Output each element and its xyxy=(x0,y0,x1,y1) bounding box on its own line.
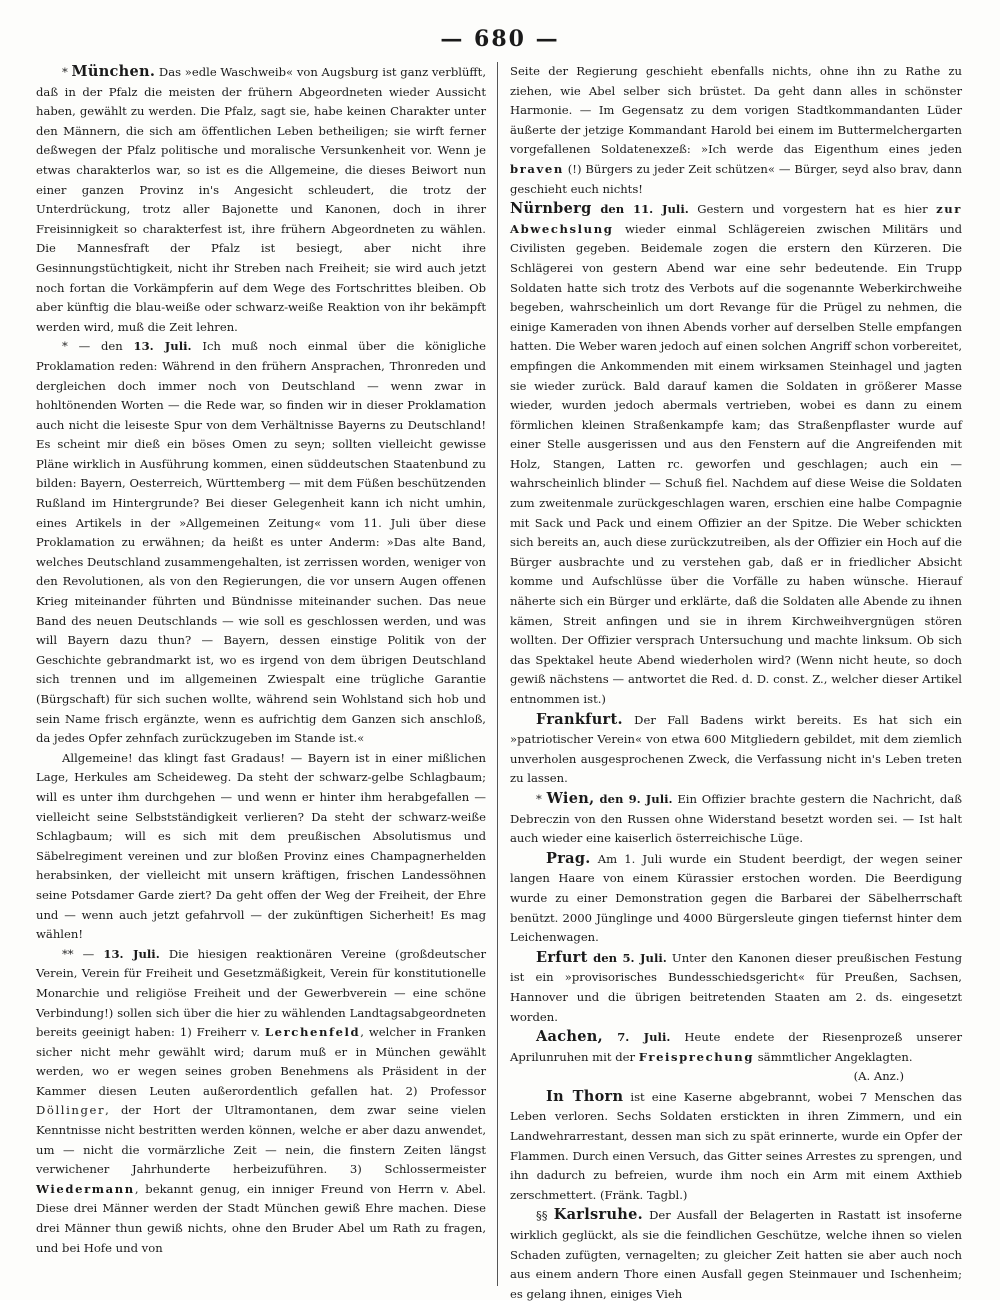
person-name-wiedermann: Wiedermann xyxy=(36,1181,135,1196)
article-text: Ein Offizier brachte gestern die Nachricht, daß Debreczin von den Russen ohne Widerstand besetzt worden sei. — Ist halt auch wieder eine kaiserlich österreichische Lüge. xyxy=(510,791,963,846)
article-marker: * xyxy=(62,65,72,79)
article-text: Unter den Kanonen dieser preußischen Festung ist ein »provisorisches Bundesschiedsgericht« für Preußen, Sachsen, Hannover und die übrigen beitretenden Staaten am 2. ds. eingesetzt worden. xyxy=(510,950,962,1024)
article-text-3: , der Hort der Ultramontanen, dem zwar seine vielen Kenntnisse nicht bestritten werden können, welche er aber dazu anwendet, um — nicht die vormärzliche Zeit — nein, die finstern Zeiten längst verwichener Jahrhunderte herbeizuführen. 3) Schlossermeister xyxy=(36,1103,486,1177)
article-muenchen-13-juli xyxy=(36,337,486,748)
article-text: ist eine Kaserne abgebrannt, wobei 7 Menschen das Leben verloren. Sechs Soldaten erstickten in ihren Zimmern, und ein Landwehrarrestant, dessen man sich zu spät erinnerte, wurde ein Opfer der Flammen. Durch einen Versuch, das Gitter seines Arrestes zu sprengen, und ihn dadurch zu befreien, wurde ihm noch ein Arm mit einem Axthieb zerschmettert. xyxy=(510,1089,962,1202)
article-text: Das »edle Waschweib« von Augsburg ist ganz verblüfft, daß in der Pfalz die meisten der frühern Abgeordneten wieder Aussicht haben, gewählt zu werden. Die Pfalz, sagt sie, habe keinen Charakter unter den Männern, die sich am öffentlichen Leben betheiligen; sie wirft ferner deßwegen der Pfalz politische und moralische Versunkenheit vor. Wenn je etwas charakterlos war, so ist es die Allgemeine, die dieses Beiwort nun einer ganzen Provinz in's Angesicht schleudert, die trotz der Unterdrückung, trotz aller Bajonette und Kanonen, doch in ihrer Freisinnigkeit so charakterfest ist, ihre frühern Abgeordneten zu wählen. Die Mannesfraft der Pfalz ist besiegt, aber nicht ihre Gesinnungstüchtigkeit, nicht ihr Streben nach Freiheit; sie wird auch jetzt noch fortan die Vorkämpferin auf dem Wege des Fortschrittes bleiben. Ob aber künftig die blau-weiße oder schwarz-weiße Reaktion von ihr bekämpft werden wird, muß die Zeit lehren. xyxy=(36,65,487,334)
article-text-2: sämmtlicher Angeklagten. xyxy=(754,1049,913,1064)
article-place: Prag. xyxy=(546,849,591,867)
article-text: Ich muß noch einmal über die königliche Proklamation reden: Während in den frühern Ansprachen, Thronreden und dergleichen doch immer noch von Deutschland — wenn zwar in hohltönenden Worten — die Rede war, so finden wir in dieser Proklamation auch nicht die leiseste Spur von dem Verhältnisse Bayerns zu Deutschland! Es scheint mir dieß ein böses Omen zu seyn; sollten vielleicht gewisse Pläne wirklich in Ausführung kommen, einen süddeutschen Staatenbund zu bilden: Bayern, Oesterreich, Württemberg — mit dem Füßen beschützenden Rußland im Hintergrunde? Bei dieser Gelegenheit kann ich nicht umhin, eines Artikels in der »Allgemeinen Zeitung« vom 11. Juli über diese Proklamation zu erwähnen; da heißt es unter Anderm: »Das alte Band, welches Deutschland zusammengehalten, ist zerrissen worden, weniger von den Revolutionen, als von den Regierungen, die vor unsern Augen offenen Krieg miteinander führten und Bündnisse miteinander suchen. Das neue Band des neuen Deutschlands — wie soll es geschlossen werden, und was will Bayern dazu thun? — Bayern, dessen einstige Politik von der Geschichte gebrandmarkt ist, wo es irgend von dem übrigen Deutschland sich trennen und im allgemeinen Zwiespalt eine trügliche Garantie (Bürgschaft) für sich suchen wollte, während sein Wohlstand sich hob und sein Name frisch ergänzte, wenn es aufrichtig dem Ganzen sich anschloß, da jedes Opfer zehnfach zurückzugeben im Stande ist.« xyxy=(36,339,486,746)
article-date: den 5. Juli. xyxy=(587,950,667,965)
emphasis-freisprechung: Freisprechung xyxy=(638,1049,755,1064)
article-date: 7. Juli. xyxy=(602,1030,671,1045)
article-place: In Thorn xyxy=(546,1087,624,1105)
person-name-doellinger: Döllinger xyxy=(36,1103,106,1118)
column-divider xyxy=(497,62,498,1286)
article-source: (Fränk. Tagbl.) xyxy=(596,1187,688,1202)
article-place: Frankfurt. xyxy=(536,710,623,728)
article-text: Gestern und vorgestern hat es hier xyxy=(688,202,937,217)
article-date: den 11. Juli. xyxy=(591,202,689,217)
article-place: Karlsruhe. xyxy=(553,1206,644,1224)
person-name-lerchenfeld: Lerchenfeld xyxy=(264,1025,361,1040)
article-marker: * xyxy=(536,791,547,806)
article-place: Wien, xyxy=(546,789,595,807)
article-date: den 9. Juli. xyxy=(594,791,673,806)
article-thorn xyxy=(510,1087,962,1206)
article-text: Der Ausfall der Belagerten in Rastatt ist insoferne wirklich geglückt, als sie die feindlichen Geschütze, welche ihnen so vielen Schaden zufügten, vernagelten; zu gleicher Zeit hatten sie aber auch noch aus einem andern Thore einen Ausfall gegen Steinmauer und Ischenheim; es gelang ihnen, einiges Vieh xyxy=(510,1208,962,1301)
right-column xyxy=(510,62,963,1301)
article-text-2: wieder einmal Schlägereien zwischen Militärs und Civilisten gegeben. Beidemale zogen die erstern den Kürzeren. Die Schlägerei von gestern Abend war eine sehr bedeutende. Ein Trupp Soldaten hatte sich trotz des Verbots auf die sogenannte Weberkirchweihe begeben, wahrscheinlich um dort Revange für die Prügel zu nehmen, die einige Kameraden von ihnen Abends vorher auf derselben Stelle empfangen hatten. Die Weber waren jedoch auf einen solchen Angriff schon vorbereitet, empfingen die Ankommenden mit einem wirksamen Steinhagel und jagten sie wieder zurück. Bald darauf kamen die Soldaten in größerer Masse wieder, wurden jedoch abermals vertrieben, wobei es dann zu einem förmlichen kleinen Straßenkampfe kam; das Straßenpflaster wurde auf einer Stelle ausgerissen und aus den Fenstern auf die Angreifenden mit Holz, Stangen, Latten rc. geworfen und geschlagen; auch ein — wahrscheinlich blinder — Schuß fiel. Nachdem auf diese Weise die Soldaten zum zweitenmale zurückgeschlagen waren, erschien eine halbe Compagnie mit Sack und Pack und einem Offizier an der Spitze. Die Weber schickten sich bereits an, auch diese zurückzutreiben, als der Offizier ein Hoch auf die Bürger ausbrachte und zu verstehen gab, daß er in friedlicher Absicht komme und Aufschlüsse über die Vorfälle zu haben wünsche. Hierauf näherte sich ein Bürger und erklärte, daß die Soldaten alle Abende zu ihnen kämen, Streit anfingen und sie in ihrem Kirchweihvergnügen stören wollten. Der Offizier versprach Untersuchung und machte linksum. Ob sich das Spektakel heute Abend wiederholen wird? (Wenn nicht heute, so doch gewiß nächstens — antwortet die Red. d. D. const. Z., welcher dieser Artikel entnommen ist.) xyxy=(510,221,963,706)
article-vereine xyxy=(36,945,486,1259)
article-text-2: (!) Bürgers zu jeder Zeit schützen« — Bürger, seyd also brav, dann geschieht euch nichts! xyxy=(510,161,962,196)
article-text-4: , bekannt genug, ein inniger Freund von Herrn v. Abel. Diese drei Männer werden der Stadt München gewiß Ehre machen. Diese drei Männer thun gewiß nichts, ohne den Bruder Abel um Rath zu fragen, und bei Hofe und von xyxy=(36,1181,486,1255)
article-erfurt xyxy=(510,948,962,1027)
article-text: Die hiesigen reaktionären Vereine (großdeutscher Verein, Verein für Freiheit und Gesetzmäßigkeit, Verein für konstitutionelle Monarchie und religiöse Freiheit und der Gewerbverein — eine schöne Verbindung!) sollen sich über die hier zu wählenden Landtagsabgeordneten bereits geeinigt haben: 1) Freiherr v. xyxy=(36,946,486,1040)
article-date: 13. Juli. xyxy=(133,339,192,354)
article-text: Der Fall Badens wirkt bereits. Es hat sich ein »patriotischer Verein« von etwa 600 Mitgliedern gebildet, mit dem ziemlich unverholen ausgesprochenen Zweck, die Verfassung nicht in's Leben treten zu lassen. xyxy=(510,712,962,786)
emphasis-braven: braven xyxy=(510,161,564,176)
article-place: München. xyxy=(71,63,156,80)
article-text: Allgemeine! das klingt fast Gradaus! — Bayern ist in einer mißlichen Lage, Herkules am Scheideweg. Da steht der schwarz-gelbe Schlagbaum; will es unter ihm durchgehen — und wenn er hinter ihm herabgefallen — vielleicht seine Selbstständigkeit verlieren? Da steht der schwarz-weiße Schlagbaum; will es sich mit dem preußischen Absolutismus und Säbelregiment vereinen und zur bloßen Provinz eines Champagnerhelden herabsinken, der vielleicht mit unsern kräftigen, frischen Landessöhnen seine Potsdamer Garde ziert? Da geht offen der Weg der Freiheit, der Ehre und — wenn auch jetzt gefahrvoll — der zukünftigen Sicherheit! Es mag wählen! xyxy=(36,750,486,942)
article-marker: * — den xyxy=(62,339,134,354)
article-aachen xyxy=(510,1027,962,1087)
page-number: — 680 — xyxy=(440,26,560,52)
article-marker: §§ xyxy=(536,1208,554,1223)
article-allgemeine xyxy=(36,749,486,945)
article-source: (A. Anz.) xyxy=(853,1069,904,1084)
article-frankfurt xyxy=(510,710,962,789)
article-place: Nürnberg xyxy=(510,200,592,218)
article-wien xyxy=(510,789,962,849)
article-place: Erfurt xyxy=(536,948,588,966)
left-column xyxy=(36,62,486,1288)
article-date: 13. Juli. xyxy=(103,946,160,961)
article-karlsruhe xyxy=(510,1205,962,1304)
article-nuernberg xyxy=(510,199,962,709)
article-text-2: , welcher in Franken sicher nicht mehr gewählt wird; darum muß er in München gewählt werden, wo er wegen seines groben Benehmens als Präsident in der Kammer diesen Leuten außerordentlich gefallen hat. 2) Professor xyxy=(36,1025,486,1098)
emphasis-abwechslung: zur Abwechslung xyxy=(510,202,963,236)
article-muenchen xyxy=(36,62,486,337)
article-continuation xyxy=(510,62,962,199)
article-text: Am 1. Juli wurde ein Student beerdigt, der wegen seiner langen Haare von einem Kürassier erstochen worden. Die Beerdigung wurde zu einer Demonstration gegen die Barbarei der Säbelherrschaft benützt. 2000 Jünglinge und 4000 Bürgersleute gingen tiefernst hinter dem Leichenwagen. xyxy=(510,851,962,945)
article-text: Heute endete der Riesenprozeß unserer Aprilunruhen mit der xyxy=(510,1030,962,1064)
article-place: Aachen, xyxy=(536,1028,603,1046)
article-prag xyxy=(510,849,962,948)
article-text: Seite der Regierung geschieht ebenfalls nichts, ohne ihn zu Rathe zu ziehen, wie Abel selber sich brüstet. Da geht dann alles in schönster Harmonie. — Im Gegensatz zu dem vorigen Stadtkommandanten Lüder äußerte der jetzige Kommandant Harold bei einem im Buttermelchergarten vorgefallenen Soldatenexzeß: »Ich werde das Eigenthum eines jeden xyxy=(510,64,962,157)
article-marker: ** — xyxy=(62,946,104,961)
